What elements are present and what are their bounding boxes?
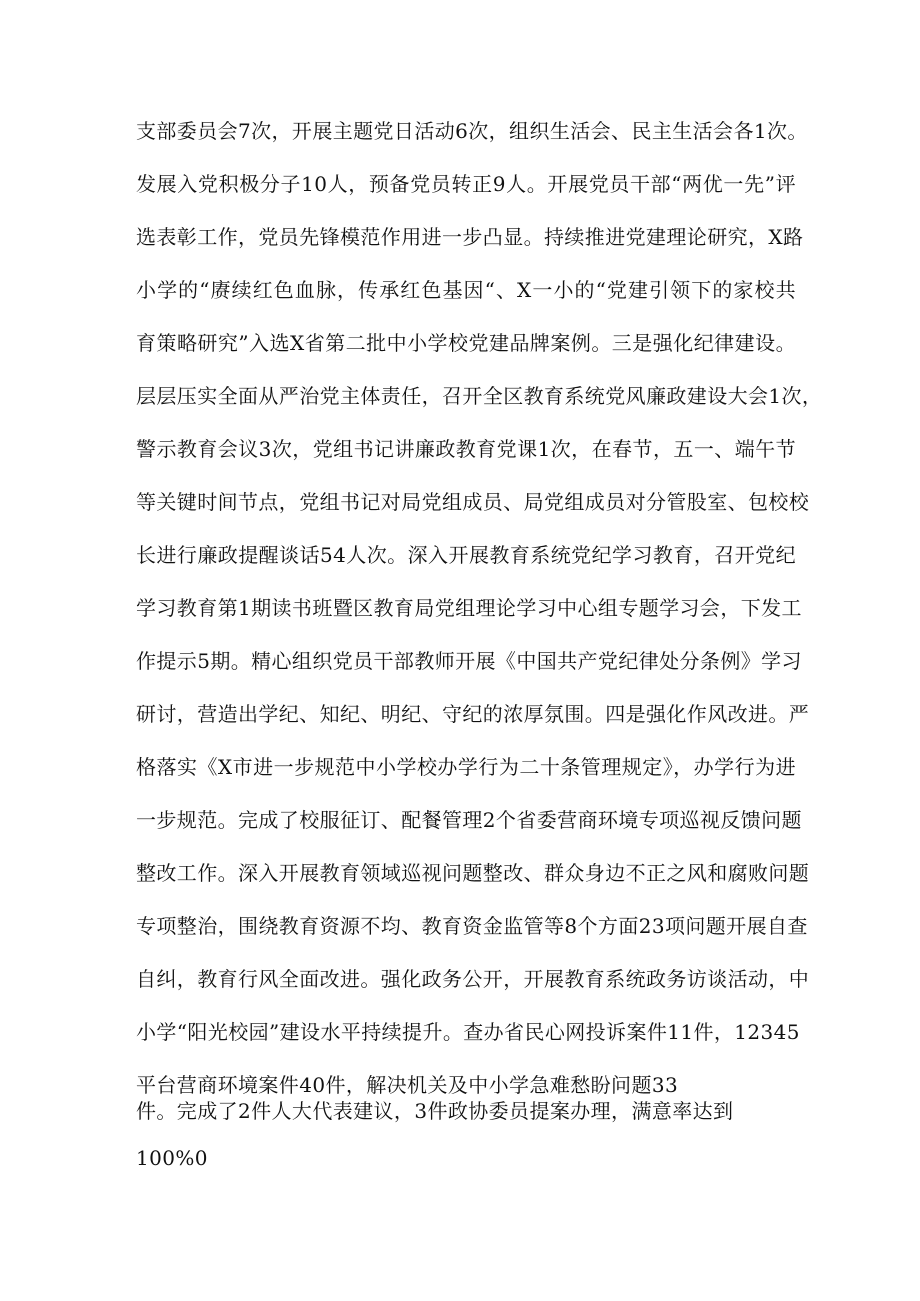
paragraph-line: 自纠，教育行风全面改进。强化政务公开，开展教育系统政务访谈活动，中	[136, 967, 810, 991]
paragraph-line: 层层压实全面从严治党主体责任，召开全区教育系统党风廉政建设大会1次，	[136, 384, 823, 408]
paragraph-line: 整改工作。深入开展教育领域巡视问题整改、群众身边不正之风和腐败问题	[136, 861, 810, 885]
paragraph-line: 发展入党积极分子10人，预备党员转正9人。开展党员干部“两优一先”评	[136, 172, 796, 196]
paragraph-line: 小学的“赓续红色血脉，传承红色基因“、X一小的“党建引领下的家校共	[136, 278, 796, 302]
paragraph-line: 作提示5期。精心组织党员干部教师开展《中国共产党纪律处分条例》学习	[136, 649, 802, 673]
paragraph-line: 小学“阳光校园”建设水平持续提升。查办省民心网投诉案件11件，12345	[136, 1020, 800, 1044]
paragraph-line: 支部委员会7次，开展主题党日活动6次，组织生活会、民主生活会各1次。	[136, 119, 808, 143]
paragraph-line: 专项整治，围绕教育资源不均、教育资金监管等8个方面23项问题开展自查	[136, 914, 808, 938]
paragraph-line: 育策略研究”入选X省第二批中小学校党建品牌案例。三是强化纪律建设。	[136, 331, 796, 355]
paragraph-line: 研讨，营造出学纪、知纪、明纪、守纪的浓厚氛围。四是强化作风改进。严	[136, 702, 810, 726]
paragraph-line: 学习教育第1期读书班暨区教育局党组理论学习中心组专题学习会，下发工	[136, 596, 802, 620]
paragraph-line: 平台营商环境案件40件，解决机关及中小学急难愁盼问题33	[136, 1073, 679, 1097]
paragraph-line: 件。完成了2件人大代表建议，3件政协委员提案办理，满意率达到	[136, 1099, 734, 1123]
paragraph-line: 格落实《X市进一步规范中小学校办学行为二十条管理规定》，办学行为进	[136, 755, 796, 779]
paragraph-line: 警示教育会议3次，党组书记讲廉政教育党课1次，在春节，五一、端午节	[136, 437, 796, 461]
paragraph-line: 一步规范。完成了校服征订、配餐管理2个省委营商环境专项巡视反馈问题	[136, 808, 802, 832]
paragraph-line: 等关键时间节点，党组书记对局党组成员、局党组成员对分管股室、包校校	[136, 490, 810, 514]
paragraph-line: 100%0	[136, 1146, 208, 1170]
paragraph-line: 选表彰工作，党员先锋模范作用进一步凸显。持续推进党建理论研究，X路	[136, 225, 804, 249]
paragraph-line: 长进行廉政提醒谈话54人次。深入开展教育系统党纪学习教育，召开党纪	[136, 543, 796, 567]
